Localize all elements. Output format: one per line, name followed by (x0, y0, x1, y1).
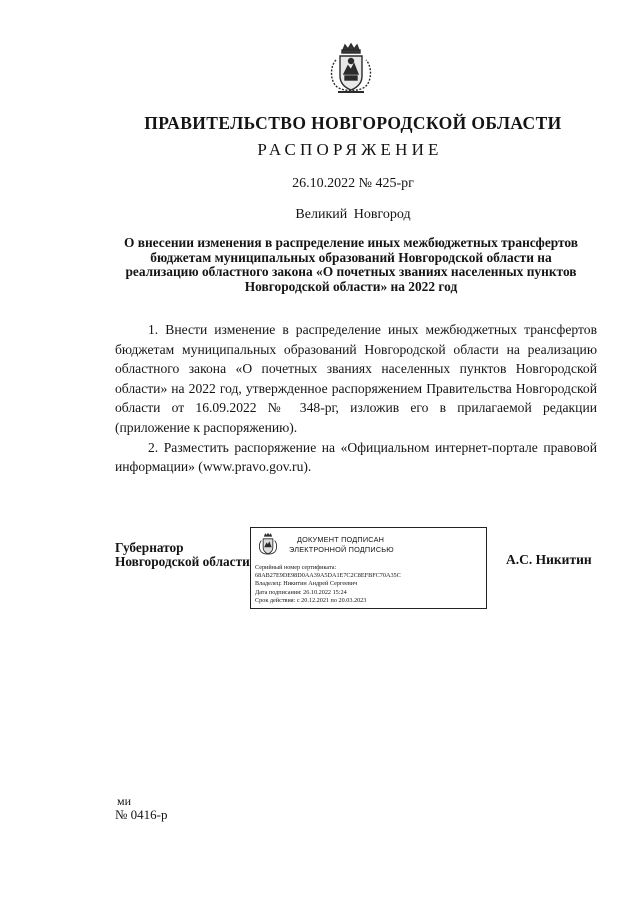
document-type: РАСПОРЯЖЕНИЕ (257, 140, 443, 159)
date-and-number: 26.10.2022 № 425-рг (292, 176, 414, 191)
paragraph-2: 2. Разместить распоряжение на «Официальном интернет-портале правовой информации» (www.pravo.gov.ru). (115, 439, 597, 475)
signatory-position-line2: Новгородской области (115, 554, 250, 569)
electronic-signature-stamp (250, 527, 487, 609)
esign-validity: Срок действия: с 20.12.2021 по 20.03.2023 (255, 596, 367, 604)
esign-serial-label: Серийный номер сертификата: (255, 564, 337, 571)
document-subject: О внесении изменения в распределение иных межбюджетных трансфертов бюджетам муниципальных образований Новгородской области на реализацию областного закона «О почетных званиях населенных пунктов Новгородской области» на 2022 год (123, 235, 579, 294)
signatory-position (115, 541, 250, 569)
place-of-issue: Великий Новгород (295, 207, 411, 222)
signatory-name: А.С. Никитин (506, 552, 592, 567)
esign-signed-date: Дата подписания: 26.10.2022 15:24 (255, 588, 347, 596)
registration-mark: ми (117, 794, 132, 808)
coat-of-arms-icon (326, 42, 376, 98)
signatory-position-line1: Губернатор (115, 540, 184, 555)
esign-serial: 68AB27E9DE98D0AA39A5DA1E7C2C8EFBFC70A35C (255, 572, 401, 580)
coat-of-arms-icon (257, 532, 279, 558)
esign-title-line1: ДОКУМЕНТ ПОДПИСАН (297, 535, 385, 544)
government-title: ПРАВИТЕЛЬСТВО НОВГОРОДСКОЙ ОБЛАСТИ (144, 113, 562, 133)
esign-title-line2: ЭЛЕКТРОННОЙ ПОДПИСЬЮ (289, 544, 394, 554)
esign-owner: Владелец: Никитин Андрей Сергеевич (255, 580, 358, 588)
registration-number: № 0416-р (115, 807, 168, 822)
esign-heading (289, 535, 394, 554)
paragraph-1: 1. Внести изменение в распределение иных межбюджетных трансфертов бюджетам муниципальных образований Новгородской области на реализацию областного закона «О почетных званиях населенных пунктов Новгородской области» на 2022 год, утвержденное распоряжением Правительства Новгородской области от 16.09.2022 № 348-рг, изложив его в прилагаемой редакции (приложение к распоряжению). (115, 322, 597, 435)
esign-details (255, 564, 401, 605)
registration-block (115, 795, 167, 821)
document-body (115, 320, 597, 477)
